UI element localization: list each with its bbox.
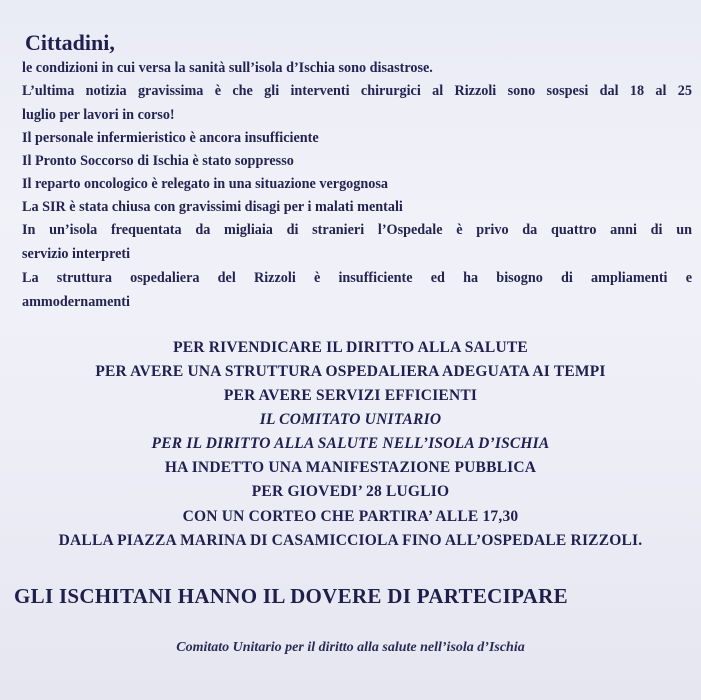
body-line: luglio per lavori in corso! (22, 107, 175, 123)
body-line: La struttura ospedaliera del Rizzoli è insufficiente ed ha bisogno di ampliamenti e (22, 270, 692, 286)
body-line: L’ultima notizia gravissima è che gli interventi chirurgici al Rizzoli sono sospesi dal 18 al 25 (22, 83, 692, 99)
call-line: PER IL DIRITTO ALLA SALUTE NELL’ISOLA D’ISCHIA (151, 435, 550, 452)
call-line: PER GIOVEDI’ 28 LUGLIO (251, 483, 450, 500)
call-line: HA INDETTO UNA MANIFESTAZIONE PUBBLICA (164, 459, 537, 476)
salutation: Cittadini, (25, 30, 115, 55)
body-line: Il reparto oncologico è relegato in una situazione vergognosa (22, 176, 388, 192)
signature: Comitato Unitario per il diritto alla salute nell’isola d’Ischia (176, 640, 525, 655)
call-line: IL COMITATO UNITARIO (259, 411, 442, 428)
call-line: PER AVERE SERVIZI EFFICIENTI (223, 387, 478, 404)
body-line: servizio interpreti (22, 246, 131, 262)
call-line: PER AVERE UNA STRUTTURA OSPEDALIERA ADEGUATA AI TEMPI (95, 363, 606, 380)
body-line: Il Pronto Soccorso di Ischia è stato soppresso (22, 153, 294, 169)
body-line: ammodernamenti (22, 294, 130, 310)
body-line: le condizioni in cui versa la sanità sull’isola d’Ischia sono disastrose. (22, 60, 433, 76)
closing-statement: GLI ISCHITANI HANNO IL DOVERE DI PARTECIPARE (14, 584, 568, 608)
call-line: CON UN CORTEO CHE PARTIRA’ ALLE 17,30 (182, 508, 519, 525)
call-line: DALLA PIAZZA MARINA DI CASAMICCIOLA FINO ALL’OSPEDALE RIZZOLI. (58, 532, 643, 549)
call-line: PER RIVENDICARE IL DIRITTO ALLA SALUTE (173, 339, 528, 356)
body-line: La SIR è stata chiusa con gravissimi disagi per i malati mentali (22, 199, 403, 215)
body-line: In un’isola frequentata da migliaia di stranieri l’Ospedale è privo da quattro anni di un (22, 222, 692, 238)
body-line: Il personale infermieristico è ancora insufficiente (22, 130, 319, 146)
